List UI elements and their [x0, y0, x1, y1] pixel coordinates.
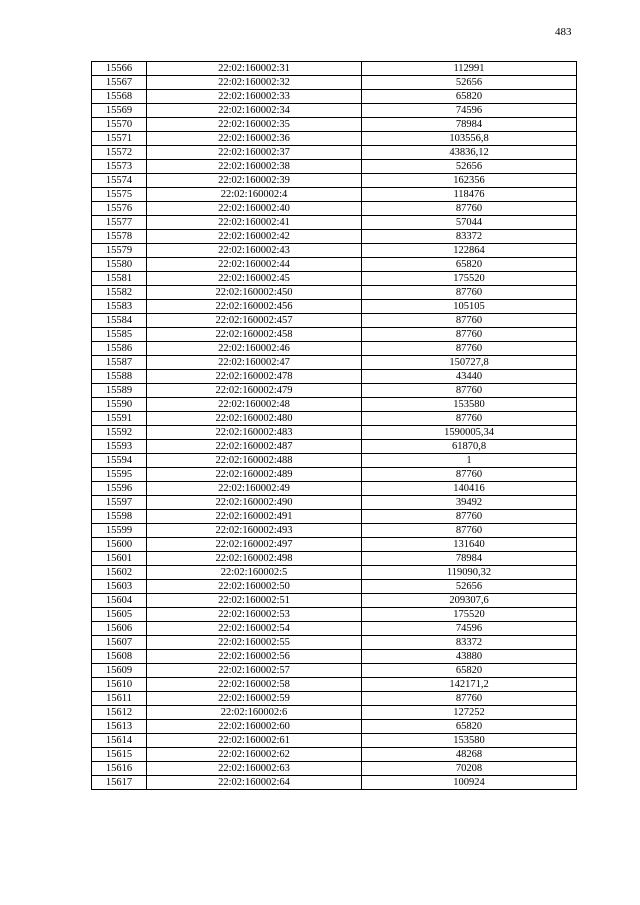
- row-number-cell: 15616: [92, 762, 147, 776]
- table-row: [92, 524, 577, 538]
- table-row: [92, 482, 577, 496]
- table-row: [92, 118, 577, 132]
- value-cell: 131640: [362, 538, 577, 552]
- cadastral-number-cell: 22:02:160002:489: [147, 468, 362, 482]
- cadastral-number-cell: 22:02:160002:48: [147, 398, 362, 412]
- row-number-cell: 15583: [92, 300, 147, 314]
- value-cell: 83372: [362, 636, 577, 650]
- value-cell: 65820: [362, 664, 577, 678]
- table-row: [92, 90, 577, 104]
- table-row: [92, 314, 577, 328]
- row-number-cell: 15605: [92, 608, 147, 622]
- cadastral-number-cell: 22:02:160002:457: [147, 314, 362, 328]
- cadastral-number-cell: 22:02:160002:33: [147, 90, 362, 104]
- table-row: [92, 720, 577, 734]
- row-number-cell: 15578: [92, 230, 147, 244]
- table-row: [92, 426, 577, 440]
- cadastral-number-cell: 22:02:160002:36: [147, 132, 362, 146]
- value-cell: 87760: [362, 412, 577, 426]
- cadastral-number-cell: 22:02:160002:5: [147, 566, 362, 580]
- row-number-cell: 15591: [92, 412, 147, 426]
- table-row: [92, 594, 577, 608]
- table-row: [92, 202, 577, 216]
- cadastral-number-cell: 22:02:160002:46: [147, 342, 362, 356]
- table-row: [92, 650, 577, 664]
- value-cell: 87760: [362, 468, 577, 482]
- row-number-cell: 15582: [92, 286, 147, 300]
- table-row: [92, 160, 577, 174]
- table-row: [92, 244, 577, 258]
- row-number-cell: 15609: [92, 664, 147, 678]
- row-number-cell: 15584: [92, 314, 147, 328]
- row-number-cell: 15602: [92, 566, 147, 580]
- cadastral-number-cell: 22:02:160002:32: [147, 76, 362, 90]
- row-number-cell: 15574: [92, 174, 147, 188]
- value-cell: 65820: [362, 90, 577, 104]
- row-number-cell: 15573: [92, 160, 147, 174]
- cadastral-number-cell: 22:02:160002:56: [147, 650, 362, 664]
- row-number-cell: 15587: [92, 356, 147, 370]
- value-cell: 87760: [362, 524, 577, 538]
- row-number-cell: 15594: [92, 454, 147, 468]
- value-cell: 175520: [362, 272, 577, 286]
- table-row: [92, 146, 577, 160]
- cadastral-number-cell: 22:02:160002:498: [147, 552, 362, 566]
- row-number-cell: 15588: [92, 370, 147, 384]
- table-row: [92, 286, 577, 300]
- table-row: [92, 622, 577, 636]
- value-cell: 119090,32: [362, 566, 577, 580]
- row-number-cell: 15579: [92, 244, 147, 258]
- row-number-cell: 15595: [92, 468, 147, 482]
- value-cell: 87760: [362, 510, 577, 524]
- cadastral-number-cell: 22:02:160002:6: [147, 706, 362, 720]
- table-row: [92, 440, 577, 454]
- cadastral-number-cell: 22:02:160002:55: [147, 636, 362, 650]
- cadastral-number-cell: 22:02:160002:478: [147, 370, 362, 384]
- row-number-cell: 15613: [92, 720, 147, 734]
- table-row: [92, 748, 577, 762]
- table-row: [92, 454, 577, 468]
- table-row: [92, 552, 577, 566]
- value-cell: 78984: [362, 552, 577, 566]
- row-number-cell: 15608: [92, 650, 147, 664]
- cadastral-number-cell: 22:02:160002:42: [147, 230, 362, 244]
- table-row: [92, 300, 577, 314]
- table-row: [92, 174, 577, 188]
- cadastral-number-cell: 22:02:160002:35: [147, 118, 362, 132]
- value-cell: 209307,6: [362, 594, 577, 608]
- row-number-cell: 15600: [92, 538, 147, 552]
- row-number-cell: 15571: [92, 132, 147, 146]
- value-cell: 175520: [362, 608, 577, 622]
- value-cell: 153580: [362, 398, 577, 412]
- table-row: [92, 370, 577, 384]
- cadastral-number-cell: 22:02:160002:450: [147, 286, 362, 300]
- cadastral-number-cell: 22:02:160002:43: [147, 244, 362, 258]
- table-row: [92, 468, 577, 482]
- row-number-cell: 15598: [92, 510, 147, 524]
- table-row: [92, 776, 577, 790]
- table-row: [92, 62, 577, 76]
- row-number-cell: 15586: [92, 342, 147, 356]
- value-cell: 118476: [362, 188, 577, 202]
- cadastral-number-cell: 22:02:160002:31: [147, 62, 362, 76]
- row-number-cell: 15604: [92, 594, 147, 608]
- value-cell: 39492: [362, 496, 577, 510]
- table-row: [92, 342, 577, 356]
- table-row: [92, 272, 577, 286]
- row-number-cell: 15606: [92, 622, 147, 636]
- table-row: [92, 678, 577, 692]
- value-cell: 142171,2: [362, 678, 577, 692]
- value-cell: 140416: [362, 482, 577, 496]
- row-number-cell: 15576: [92, 202, 147, 216]
- value-cell: 87760: [362, 692, 577, 706]
- table-row: [92, 692, 577, 706]
- row-number-cell: 15590: [92, 398, 147, 412]
- cadastral-number-cell: 22:02:160002:38: [147, 160, 362, 174]
- value-cell: 43836,12: [362, 146, 577, 160]
- value-cell: 52656: [362, 160, 577, 174]
- row-number-cell: 15615: [92, 748, 147, 762]
- row-number-cell: 15575: [92, 188, 147, 202]
- cadastral-number-cell: 22:02:160002:61: [147, 734, 362, 748]
- row-number-cell: 15570: [92, 118, 147, 132]
- cadastral-number-cell: 22:02:160002:488: [147, 454, 362, 468]
- row-number-cell: 15599: [92, 524, 147, 538]
- table-row: [92, 76, 577, 90]
- cadastral-number-cell: 22:02:160002:480: [147, 412, 362, 426]
- cadastral-number-cell: 22:02:160002:41: [147, 216, 362, 230]
- table-row: [92, 216, 577, 230]
- row-number-cell: 15566: [92, 62, 147, 76]
- value-cell: 87760: [362, 314, 577, 328]
- cadastral-number-cell: 22:02:160002:483: [147, 426, 362, 440]
- cadastral-number-cell: 22:02:160002:57: [147, 664, 362, 678]
- value-cell: 1: [362, 454, 577, 468]
- row-number-cell: 15617: [92, 776, 147, 790]
- row-number-cell: 15612: [92, 706, 147, 720]
- table-row: [92, 664, 577, 678]
- cadastral-number-cell: 22:02:160002:44: [147, 258, 362, 272]
- cadastral-number-cell: 22:02:160002:49: [147, 482, 362, 496]
- table-row: [92, 412, 577, 426]
- value-cell: 48268: [362, 748, 577, 762]
- row-number-cell: 15607: [92, 636, 147, 650]
- row-number-cell: 15610: [92, 678, 147, 692]
- cadastral-number-cell: 22:02:160002:54: [147, 622, 362, 636]
- page-number: 483: [555, 26, 572, 38]
- value-cell: 52656: [362, 76, 577, 90]
- value-cell: 78984: [362, 118, 577, 132]
- cadastral-number-cell: 22:02:160002:39: [147, 174, 362, 188]
- table-row: [92, 706, 577, 720]
- row-number-cell: 15603: [92, 580, 147, 594]
- cadastral-number-cell: 22:02:160002:60: [147, 720, 362, 734]
- value-cell: 122864: [362, 244, 577, 258]
- value-cell: 87760: [362, 342, 577, 356]
- value-cell: 83372: [362, 230, 577, 244]
- row-number-cell: 15572: [92, 146, 147, 160]
- cadastral-number-cell: 22:02:160002:491: [147, 510, 362, 524]
- cadastral-number-cell: 22:02:160002:458: [147, 328, 362, 342]
- table-row: [92, 734, 577, 748]
- cadastral-number-cell: 22:02:160002:490: [147, 496, 362, 510]
- table-row: [92, 328, 577, 342]
- cadastral-number-cell: 22:02:160002:50: [147, 580, 362, 594]
- table-row: [92, 538, 577, 552]
- cadastral-number-cell: 22:02:160002:497: [147, 538, 362, 552]
- cadastral-number-cell: 22:02:160002:37: [147, 146, 362, 160]
- row-number-cell: 15569: [92, 104, 147, 118]
- cadastral-number-cell: 22:02:160002:51: [147, 594, 362, 608]
- value-cell: 43440: [362, 370, 577, 384]
- row-number-cell: 15577: [92, 216, 147, 230]
- table-row: [92, 188, 577, 202]
- cadastral-number-cell: 22:02:160002:45: [147, 272, 362, 286]
- row-number-cell: 15593: [92, 440, 147, 454]
- table-body: [92, 62, 577, 790]
- cadastral-number-cell: 22:02:160002:64: [147, 776, 362, 790]
- row-number-cell: 15596: [92, 482, 147, 496]
- table-row: [92, 762, 577, 776]
- cadastral-number-cell: 22:02:160002:479: [147, 384, 362, 398]
- table-row: [92, 510, 577, 524]
- cadastral-number-cell: 22:02:160002:34: [147, 104, 362, 118]
- value-cell: 65820: [362, 258, 577, 272]
- value-cell: 153580: [362, 734, 577, 748]
- value-cell: 1590005,34: [362, 426, 577, 440]
- value-cell: 87760: [362, 286, 577, 300]
- table-row: [92, 104, 577, 118]
- row-number-cell: 15611: [92, 692, 147, 706]
- value-cell: 105105: [362, 300, 577, 314]
- table-row: [92, 636, 577, 650]
- table-row: [92, 356, 577, 370]
- table-row: [92, 384, 577, 398]
- row-number-cell: 15568: [92, 90, 147, 104]
- value-cell: 52656: [362, 580, 577, 594]
- table-row: [92, 608, 577, 622]
- row-number-cell: 15580: [92, 258, 147, 272]
- table-row: [92, 496, 577, 510]
- value-cell: 150727,8: [362, 356, 577, 370]
- value-cell: 74596: [362, 622, 577, 636]
- row-number-cell: 15567: [92, 76, 147, 90]
- row-number-cell: 15597: [92, 496, 147, 510]
- cadastral-number-cell: 22:02:160002:487: [147, 440, 362, 454]
- value-cell: 70208: [362, 762, 577, 776]
- cadastral-number-cell: 22:02:160002:493: [147, 524, 362, 538]
- value-cell: 103556,8: [362, 132, 577, 146]
- registry-table: [91, 61, 577, 790]
- row-number-cell: 15601: [92, 552, 147, 566]
- table-row: [92, 580, 577, 594]
- cadastral-number-cell: 22:02:160002:4: [147, 188, 362, 202]
- table-row: [92, 258, 577, 272]
- value-cell: 57044: [362, 216, 577, 230]
- value-cell: 43880: [362, 650, 577, 664]
- value-cell: 112991: [362, 62, 577, 76]
- value-cell: 87760: [362, 384, 577, 398]
- cadastral-number-cell: 22:02:160002:63: [147, 762, 362, 776]
- value-cell: 74596: [362, 104, 577, 118]
- row-number-cell: 15581: [92, 272, 147, 286]
- table-row: [92, 230, 577, 244]
- table-row: [92, 398, 577, 412]
- table-row: [92, 132, 577, 146]
- cadastral-number-cell: 22:02:160002:47: [147, 356, 362, 370]
- table-row: [92, 566, 577, 580]
- row-number-cell: 15592: [92, 426, 147, 440]
- value-cell: 87760: [362, 202, 577, 216]
- row-number-cell: 15589: [92, 384, 147, 398]
- value-cell: 162356: [362, 174, 577, 188]
- value-cell: 87760: [362, 328, 577, 342]
- cadastral-number-cell: 22:02:160002:456: [147, 300, 362, 314]
- cadastral-number-cell: 22:02:160002:58: [147, 678, 362, 692]
- cadastral-number-cell: 22:02:160002:40: [147, 202, 362, 216]
- value-cell: 65820: [362, 720, 577, 734]
- cadastral-number-cell: 22:02:160002:59: [147, 692, 362, 706]
- value-cell: 61870,8: [362, 440, 577, 454]
- value-cell: 100924: [362, 776, 577, 790]
- row-number-cell: 15585: [92, 328, 147, 342]
- row-number-cell: 15614: [92, 734, 147, 748]
- cadastral-number-cell: 22:02:160002:53: [147, 608, 362, 622]
- value-cell: 127252: [362, 706, 577, 720]
- cadastral-number-cell: 22:02:160002:62: [147, 748, 362, 762]
